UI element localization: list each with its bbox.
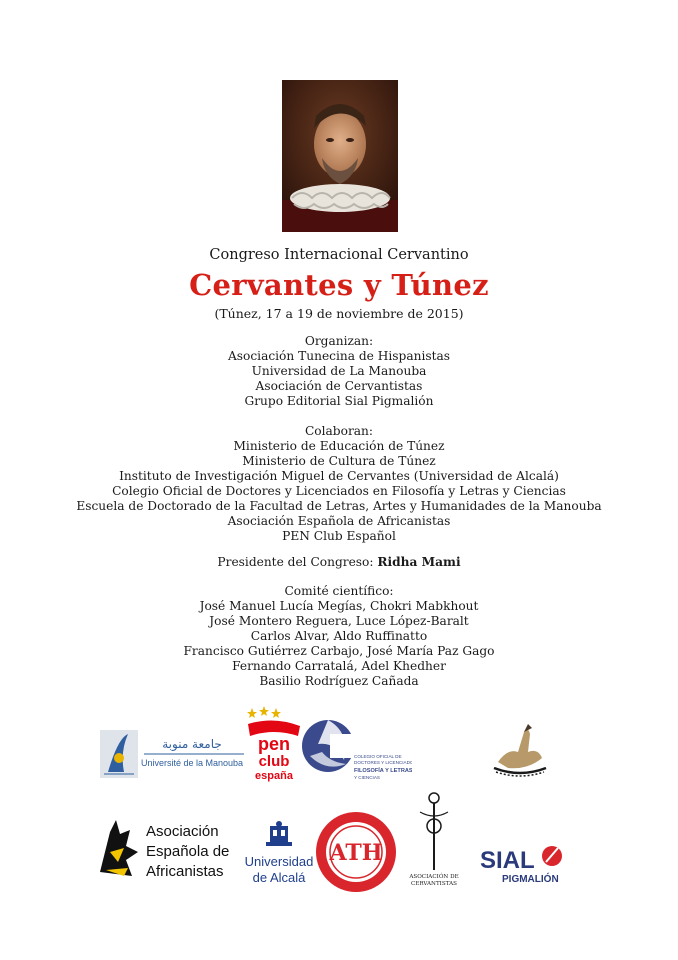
sial-pigmalion-logo [478, 840, 568, 888]
manouba-logo [98, 728, 248, 780]
cervantes-portrait [282, 80, 398, 232]
collaborator-item: PEN Club Español [282, 529, 396, 543]
pen-word: pen [257, 734, 291, 754]
colegio-line-1: COLEGIO OFICIAL DE [354, 754, 402, 759]
africanistas-line-1: Asociación [146, 823, 219, 840]
organizer-item: Grupo Editorial Sial Pigmalión [244, 394, 434, 408]
africanistas-line-2: Española de [146, 843, 230, 860]
colegio-line-4: Y CIENCIAS [354, 775, 380, 780]
espana-word: españa [255, 770, 293, 782]
congress-dates: (Túnez, 17 a 19 de noviembre de 2015) [214, 306, 464, 321]
committee-item: Francisco Gutiérrez Carbajo, José María Paz Gago [183, 644, 495, 658]
collaborator-item: Asociación Española de Africanistas [227, 514, 451, 528]
president-line [0, 555, 678, 569]
pigmalion-word: PIGMALIÓN [502, 874, 559, 885]
committee-item: José Montero Reguera, Luce López-Baralt [209, 614, 469, 628]
congress-title: Cervantes y Túnez [189, 268, 489, 302]
organizers-heading: Organizan: [304, 334, 374, 348]
sial-word: SIAL [480, 847, 535, 874]
manouba-text: Université de la Manouba [140, 758, 244, 768]
ath-logo [314, 810, 398, 894]
committee-item: Carlos Alvar, Aldo Ruffinatto [250, 629, 428, 643]
committee-item: Fernando Carratalá, Adel Khedher [232, 659, 446, 673]
colegio-line-2: DOCTORES Y LICENCIADOS [354, 760, 412, 765]
organizers-block [0, 334, 678, 409]
organizer-item: Asociación Tunecina de Hispanistas [227, 349, 451, 363]
cervantistas-line-1: ASOCIACIÓN DE [409, 874, 459, 880]
organizer-item: Universidad de La Manouba [251, 364, 427, 378]
colegio-line-3: FILOSOFÍA Y LETRAS [354, 768, 412, 774]
ath-letters: ATH [329, 840, 383, 866]
collaborators-block [0, 424, 678, 544]
alcala-line-2: de Alcalá [252, 870, 306, 885]
collaborator-item: Ministerio de Educación de Túnez [233, 439, 445, 453]
collaborator-item: Colegio Oficial de Doctores y Licenciados en Filosofía y Letras y Ciencias [112, 484, 566, 498]
committee-block [0, 584, 678, 689]
africanistas-line-3: Africanistas [146, 863, 224, 880]
manouba-arabic-text: جامعة منوبة [162, 737, 222, 751]
cervantistas-line-2: CERVANTISTAS [410, 881, 458, 887]
committee-heading: Comité científico: [284, 584, 394, 598]
africanistas-logo [96, 812, 246, 884]
president-name: Ridha Mami [377, 555, 461, 569]
alcala-line-1: Universidad [244, 854, 314, 869]
president-label: Presidente del Congreso: [217, 555, 374, 569]
collaborators-heading: Colaboran: [304, 424, 373, 438]
organizer-item: Asociación de Cervantistas [255, 379, 423, 393]
hand-emblem-logo [488, 718, 552, 778]
committee-item: José Manuel Lucía Megías, Chokri Mabkhout [199, 599, 479, 613]
pen-club-logo [244, 706, 304, 784]
club-word: club [258, 753, 290, 770]
alcala-logo [242, 820, 316, 890]
colegio-oficial-logo [300, 712, 412, 792]
collaborator-item: Escuela de Doctorado de la Facultad de Letras, Artes y Humanidades de la Manouba [76, 499, 602, 513]
congress-subtitle: Congreso Internacional Cervantino [209, 247, 469, 263]
cervantistas-logo [398, 790, 470, 890]
committee-item: Basilio Rodríguez Cañada [259, 674, 419, 688]
collaborator-item: Ministerio de Cultura de Túnez [242, 454, 436, 468]
collaborator-item: Instituto de Investigación Miguel de Cervantes (Universidad de Alcalá) [119, 469, 559, 483]
